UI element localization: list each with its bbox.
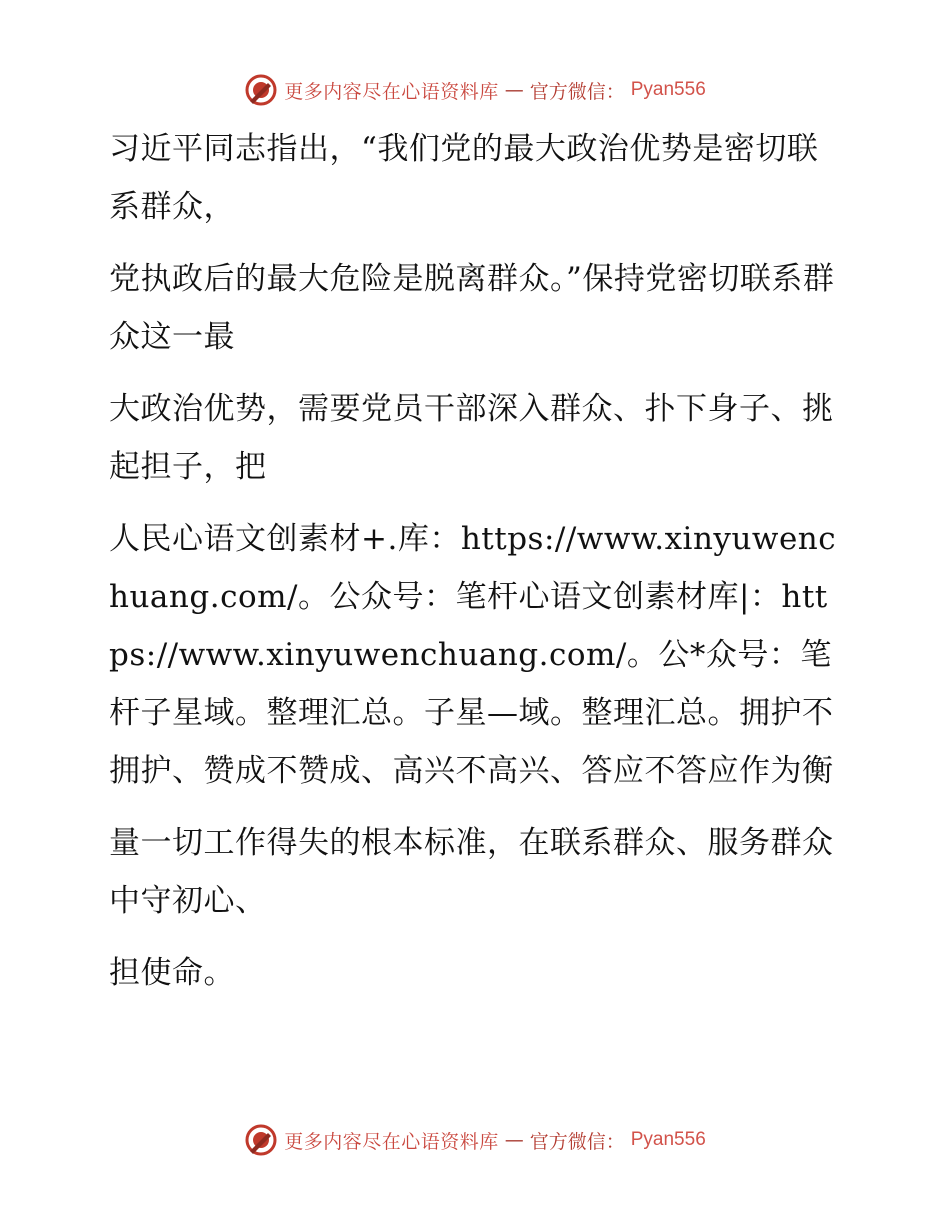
banner-separator: — (504, 1129, 524, 1151)
paragraph-6: 担使命。 (109, 955, 235, 991)
paragraph-5: 量一切工作得失的根本标准，在联系群众、服务群众中守初心、 (109, 825, 834, 919)
paragraph-1: 习近平同志指出，“我们党的最大政治优势是密切联系群众， (109, 131, 819, 225)
brand-text: 更多内容尽在心语资料库 (284, 1130, 499, 1153)
paragraph-4: 人民心语文创素材+.库：https://www.xinyuwenchuang.com/。公众号：笔杆心语文创素材库|：https://www.xinyuwenchuang.com/。公*众号：笔杆子星域。整理汇总。子星—域。整理汇总。拥护不拥护、赞成不赞成、高兴不高兴、答应不答应作为衡 (109, 521, 837, 789)
wechat-id: Pyan556 (630, 1129, 706, 1150)
brand-text: 更多内容尽在心语资料库 (284, 80, 499, 103)
paragraph-2: 党执政后的最大危险是脱离群众。”保持党密切联系群众这一最 (109, 261, 835, 355)
pen-logo-icon (244, 1123, 278, 1157)
document-body (97, 120, 837, 1016)
banner-separator: — (504, 79, 524, 101)
footer-watermark (0, 1120, 950, 1160)
wechat-id: Pyan556 (630, 79, 706, 100)
pen-logo-icon (244, 73, 278, 107)
paragraph-3: 大政治优势，需要党员干部深入群众、扑下身子、挑起担子，把 (109, 391, 834, 485)
wechat-label: 官方微信： (529, 80, 625, 103)
header-watermark (0, 70, 950, 110)
wechat-label: 官方微信： (529, 1130, 625, 1153)
